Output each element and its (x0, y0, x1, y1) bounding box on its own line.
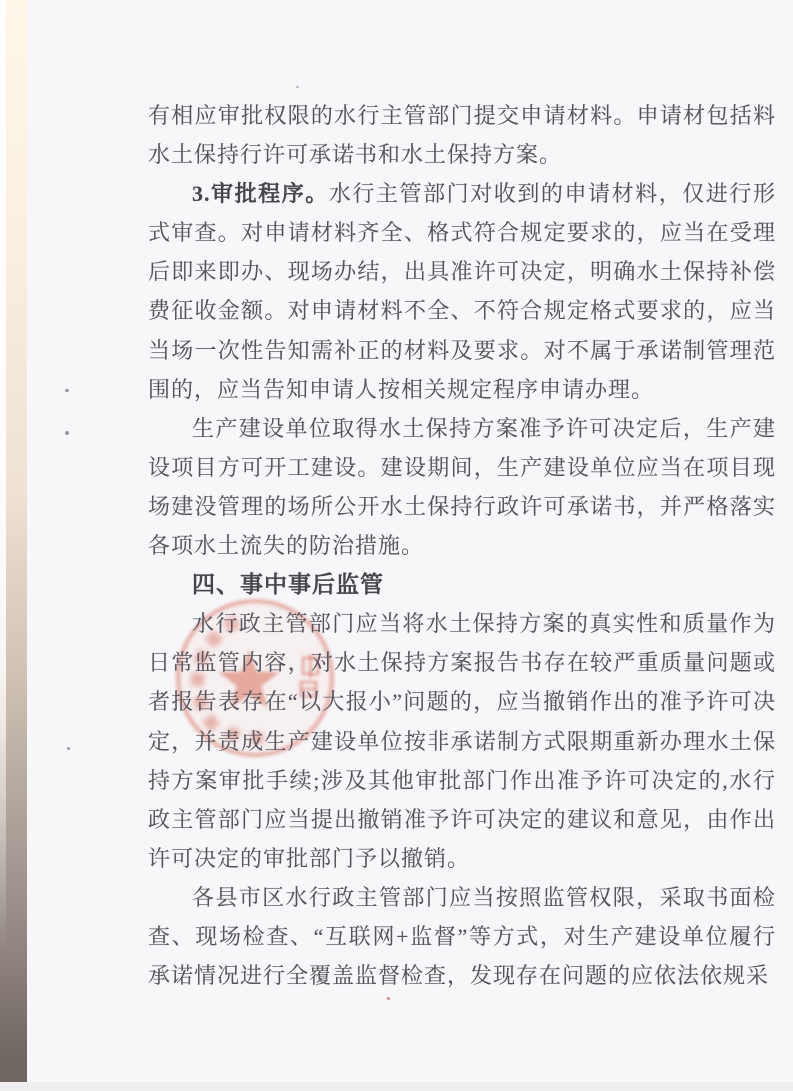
section-heading (148, 565, 776, 604)
scan-speck (296, 86, 299, 88)
paragraph (148, 878, 776, 995)
text-run: 3.审批程序。 (192, 181, 329, 207)
paragraph (148, 604, 776, 878)
text-run: 水行政主管部门应当将水土保持方案的真实性和质量作为日常监管内容，对水土保持方案报告书存在较严重质量问题或者报告表存在“以大报小”问题的，应当撤销作出的准予许可决定，并责成生产建设单位按非承诺制方式限期重新办理水土保持方案审批手续;涉及其他审批部门作出准予许可决定的,水行政主管部门应当提出撤销准予许可决定的建议和意见，由作出许可决定的审批部门予以撤销。 (148, 611, 777, 871)
scan-speck (387, 997, 390, 1000)
text-run: 有相应审批权限的水行主管部门提交申请材料。申请材包括料水土保持行许可承诺书和水土保持方案。 (148, 103, 776, 168)
scan-speck (65, 389, 69, 392)
text-run: 生产建设单位取得水土保持方案准予许可决定后，生产建设项目方可开工建设。建设期间，生产建设单位应当在项目现场建没管理的场所公开水土保持行政许可承诺书，并严格落实各项水土流失的防治措施。 (148, 415, 776, 559)
text-run: 四、事中事后监管 (192, 572, 384, 598)
text-run: 各县市区水行政主管部门应当按照监管权限，采取书面检查、现场检查、“互联网+监督”等方式，对生产建设单位履行承诺情况进行全覆盖监督检查，发现存在问题的应依法依规采 (148, 884, 776, 989)
document-body (148, 96, 776, 995)
paragraph (148, 174, 776, 409)
paragraph (148, 96, 776, 174)
paragraph (148, 409, 776, 565)
text-run: 水行主管部门对收到的申请材料，仅进行形式审查。对申请材料齐全、格式符合规定要求的，应当在受理后即来即办、现场办结，出具准许可决定，明确水土保持补偿费征收金额。对申请材料不全、不符合规定格式要求的，应当当场一次性告知需补正的材料及要求。对不属于承诺制管理范围的，应当告知申请人按相关规定程序申请办理。 (148, 181, 776, 402)
scan-bottom-edge (0, 1082, 793, 1091)
scan-speck (65, 431, 69, 435)
scan-edge-highlight (0, 0, 6, 950)
scan-speck (67, 747, 70, 750)
